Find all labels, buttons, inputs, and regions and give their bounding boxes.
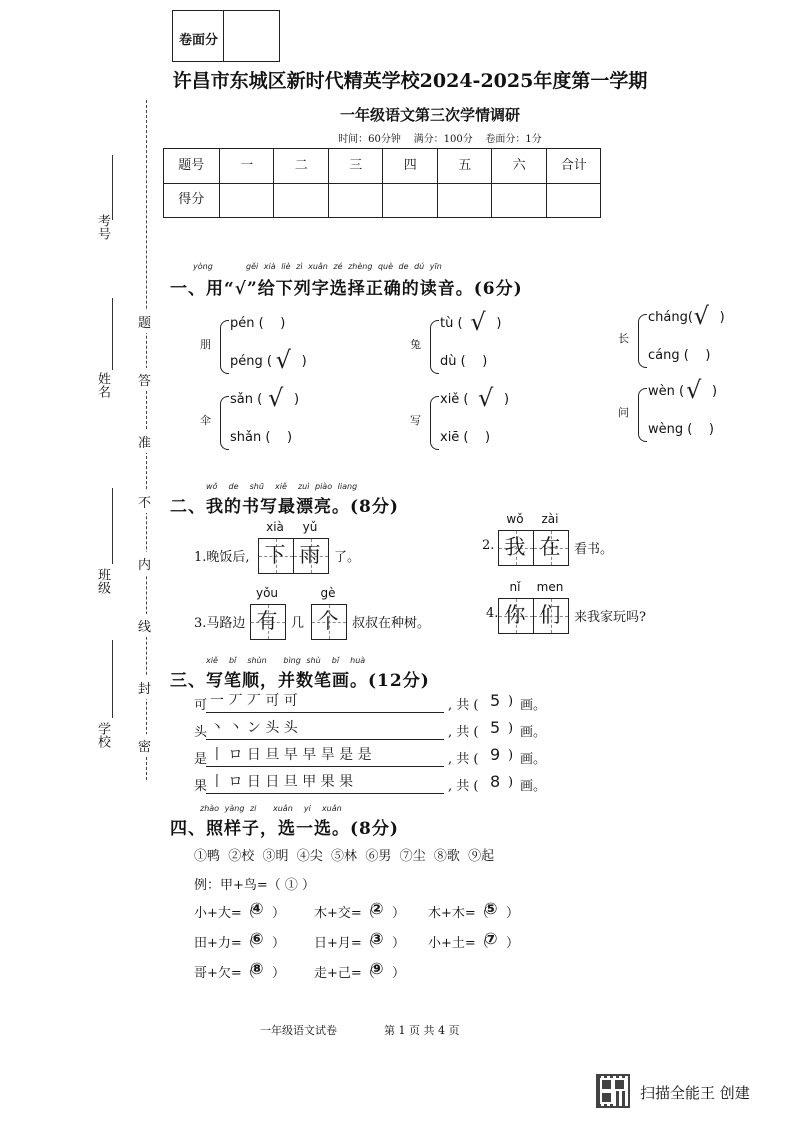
q2-pinyin: wǒ [506, 512, 524, 526]
q2-suffix: 看书。 [574, 542, 614, 557]
q3-pinyin: xiě bǐ shùn bìng shù bǐ huà [206, 656, 366, 665]
side-xingming-line [112, 298, 113, 370]
q1-option: xiē ( ) [440, 430, 491, 445]
q3-strokes: 一 丆 丆 可 可 [210, 693, 298, 709]
q1-brace [220, 320, 229, 374]
score-table-header: 合计 [546, 149, 602, 183]
watermark-text: 扫描全能王 创建 [640, 1084, 750, 1102]
q1-paren: ) [504, 392, 510, 407]
q1-paren: ) [301, 354, 307, 369]
q1-option: cáng ( ) [648, 348, 711, 363]
q1-option: wèn ( [648, 384, 685, 399]
q3-end: ) [508, 748, 514, 763]
q1-brace [638, 388, 647, 442]
q2-pinyin: nǐ [509, 580, 521, 594]
q2-pinyin: men [536, 580, 564, 594]
q4-choices: ①鸭 ②校 ③明 ④尖 ⑤林 ⑥男 ⑦尘 ⑧歌 ⑨起 [194, 849, 495, 864]
q4-title: 四、照样子，选一选。(8分) [170, 819, 399, 839]
q1-char: 伞 [200, 414, 211, 427]
seal-char: 不 [138, 490, 151, 513]
score-table-header: 五 [437, 149, 493, 183]
q2-pinyin: wǒ de shū xiě zuì piào liang [206, 482, 358, 491]
seal-char: 答 [138, 368, 151, 391]
q1-paren: ) [719, 310, 725, 325]
q1-brace [430, 320, 439, 374]
seal-char: 封 [138, 676, 151, 699]
q1-checkmark[interactable]: √ [478, 384, 494, 412]
q3-gong: , 共 ( [448, 725, 479, 740]
score-table-score-cell[interactable] [273, 183, 329, 217]
q1-checkmark[interactable]: √ [686, 376, 702, 404]
q1-option: dù ( ) [440, 354, 488, 369]
q3-unit: 画。 [520, 698, 547, 713]
q3-unit: 画。 [520, 752, 547, 767]
q3-unit: 画。 [520, 725, 547, 740]
exam-title: 许昌市东城区新时代精英学校2024-2025年度第一学期 [172, 70, 648, 92]
q1-option: shǎn ( ) [230, 430, 293, 445]
q4-close: ） [392, 906, 406, 921]
q1-checkmark[interactable]: √ [275, 346, 291, 374]
q3-count[interactable]: 5 [490, 691, 501, 710]
score-table-header: 二 [273, 149, 329, 183]
q4-close: ） [506, 936, 520, 951]
q1-paren: ) [294, 392, 300, 407]
q2-written-char: 你 [504, 603, 526, 627]
score-table-header: 六 [491, 149, 547, 183]
q4-close: ） [392, 936, 406, 951]
q3-count[interactable]: 8 [490, 772, 501, 791]
q3-count[interactable]: 9 [490, 745, 501, 764]
q4-pinyin: zhào yàng zi xuǎn yi xuǎn [200, 804, 342, 813]
q2-written-char: 雨 [299, 543, 321, 567]
q2-suffix: 来我家玩吗? [574, 610, 646, 625]
q4-example: 例：甲+鸟=（ ① ） [194, 878, 316, 893]
footer-right: 第 1 页 共 4 页 [384, 1024, 460, 1037]
side-xingming: 姓名 [95, 372, 110, 398]
q2-title: 二、我的书写最漂亮。(8分) [170, 497, 399, 517]
score-table-score-cell[interactable] [328, 183, 384, 217]
q4-item: 田+力=（ [194, 936, 255, 951]
q4-item: 木+木=（ [428, 906, 489, 921]
side-kaohao-line [112, 155, 113, 220]
q1-checkmark[interactable]: √ [268, 384, 284, 412]
q4-answer[interactable]: ③ [370, 929, 384, 948]
q1-brace [638, 314, 647, 368]
q2-written-char: 有 [256, 609, 278, 633]
q3-end: ) [508, 775, 514, 790]
q4-answer[interactable]: ④ [250, 899, 264, 918]
side-xuexiao: 学校 [95, 722, 110, 748]
q2-prefix: 2. [482, 538, 495, 553]
q1-checkmark[interactable]: √ [470, 308, 486, 336]
q3-gong: , 共 ( [448, 698, 479, 713]
q1-brace [220, 396, 229, 450]
score-table-header: 四 [382, 149, 438, 183]
q2-pinyin: zài [541, 512, 559, 526]
score-table-score-cell[interactable] [219, 183, 275, 217]
q3-count[interactable]: 5 [490, 718, 501, 737]
q3-strokes: 丨 ロ 日 日 旦 甲 果 果 [210, 774, 354, 790]
side-xuexiao-line [112, 640, 113, 718]
q2-pinyin: yǔ [302, 520, 318, 534]
q1-paren: ) [496, 316, 502, 331]
exam-info: 时间：60分钟 满分：100分 卷面分：1分 [338, 134, 542, 145]
q4-close: ） [506, 906, 520, 921]
q2-suffix: 叔叔在种树。 [352, 616, 431, 631]
q2-written-char: 在 [539, 535, 561, 559]
q3-strokes: 丶 丶 ン 头 头 [210, 720, 298, 736]
score-table-score-cell[interactable] [437, 183, 493, 217]
seal-char: 题 [138, 310, 151, 333]
q2-prefix: 1.晚饭后, [194, 550, 250, 565]
q3-char: 可 [194, 698, 208, 713]
q4-answer[interactable]: ⑦ [484, 929, 498, 948]
seal-char: 准 [138, 430, 151, 453]
q1-checkmark[interactable]: √ [693, 302, 709, 330]
q3-char: 果 [194, 779, 208, 794]
q2-written-char: 们 [539, 603, 561, 627]
footer-left: 一年级语文试卷 [260, 1024, 337, 1037]
q2-written-char: 个 [317, 609, 339, 633]
score-table-score-cell[interactable] [546, 183, 602, 217]
q1-option: pén ( ) [230, 316, 286, 331]
exam-subtitle: 一年级语文第三次学情调研 [339, 106, 520, 124]
q2-pinyin: gè [320, 586, 336, 600]
q2-mid: 几 [291, 616, 305, 631]
q2-written-char: 我 [504, 535, 526, 559]
q4-answer[interactable]: ⑤ [484, 899, 498, 918]
q4-close: ） [392, 966, 406, 981]
q4-answer[interactable]: ② [370, 899, 384, 918]
q1-option: tù ( [440, 316, 463, 331]
score-table-header: 三 [328, 149, 384, 183]
score-box [172, 10, 280, 62]
q3-gong: , 共 ( [448, 752, 479, 767]
q1-pinyin: yòng gěi xià liè zì xuǎn zé zhèng què de dú yīn [193, 262, 442, 271]
score-box-divider [223, 11, 224, 61]
q4-close: ） [272, 966, 286, 981]
q1-brace [430, 396, 439, 450]
seal-char: 密 [138, 734, 151, 757]
q4-answer[interactable]: ⑨ [370, 959, 384, 978]
q4-close: ） [272, 936, 286, 951]
q3-end: ) [508, 721, 514, 736]
side-kaohao: 考号 [95, 214, 110, 240]
q2-suffix: 了。 [334, 550, 361, 565]
q3-strokes: 丨 ロ 日 旦 早 早 旱 是 是 [210, 747, 372, 763]
q1-option: wèng ( ) [648, 422, 714, 437]
q3-title: 三、写笔顺，并数笔画。(12分) [170, 671, 430, 691]
q3-char: 是 [194, 752, 208, 767]
side-banji-line [112, 488, 113, 564]
q1-char: 长 [618, 332, 629, 345]
q4-item: 小+大=（ [194, 906, 255, 921]
q3-gong: , 共 ( [448, 779, 479, 794]
q4-answer[interactable]: ⑥ [250, 929, 264, 948]
q3-unit: 画。 [520, 779, 547, 794]
q1-option: sǎn ( [230, 392, 263, 407]
qr-code-icon [596, 1074, 630, 1108]
seal-char: 线 [138, 614, 151, 637]
q2-pinyin: yǒu [255, 586, 279, 600]
q4-close: ） [272, 906, 286, 921]
q1-char: 兔 [410, 338, 421, 351]
score-table-row-label: 得分 [178, 192, 205, 207]
q4-item: 日+月=（ [314, 936, 375, 951]
side-banji: 班级 [95, 568, 110, 594]
q2-prefix: 4. [486, 606, 499, 621]
q3-char: 头 [194, 725, 208, 740]
seal-char: 内 [138, 552, 151, 575]
q1-option: cháng( [648, 310, 693, 325]
q4-item: 走+己=（ [314, 966, 375, 981]
q1-title: 一、用“√”给下列字选择正确的读音。(6分) [170, 279, 523, 299]
score-table [163, 148, 601, 218]
q1-char: 问 [618, 406, 629, 419]
q4-item: 哥+欠=（ [194, 966, 255, 981]
q4-item: 小+土=（ [428, 936, 489, 951]
score-table-score-cell[interactable] [491, 183, 547, 217]
q2-written-char: 下 [264, 543, 286, 567]
q2-pinyin: xià [266, 520, 284, 534]
score-table-score-cell[interactable] [382, 183, 438, 217]
q2-prefix: 3.马路边 [194, 616, 246, 631]
score-table-header: 题号 [178, 158, 205, 173]
q1-option: xiě ( [440, 392, 469, 407]
q3-end: ) [508, 694, 514, 709]
q4-item: 木+交=（ [314, 906, 375, 921]
score-box-label: 卷面分 [179, 33, 219, 48]
q1-char: 朋 [200, 338, 211, 351]
q1-paren: ) [712, 384, 718, 399]
score-table-header: 一 [219, 149, 275, 183]
q4-answer[interactable]: ⑧ [250, 959, 264, 978]
q1-option: péng ( [230, 354, 272, 369]
q1-char: 写 [410, 414, 421, 427]
